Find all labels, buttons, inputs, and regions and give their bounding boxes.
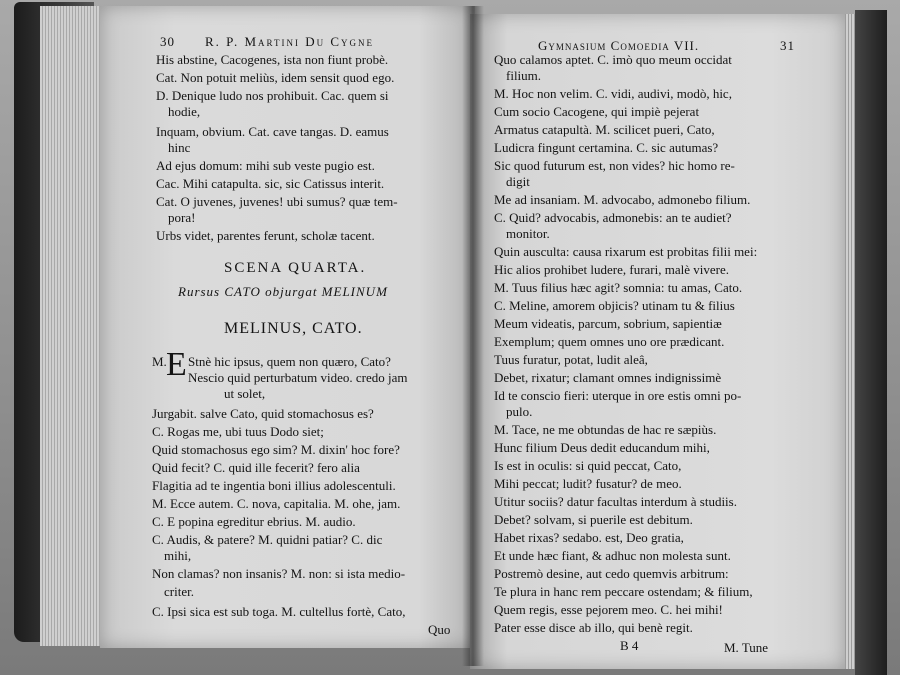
text-line: D. Denique ludo nos prohibuit. Cac. quem si <box>156 88 389 103</box>
left-running-head: R. P. Martini Du Cygne <box>205 34 375 49</box>
page-signature: B 4 <box>620 638 639 653</box>
text-line: digit <box>506 174 530 189</box>
dropcap-letter: E <box>166 346 187 383</box>
text-line: C. Quid? advocabis, admonebis: an te audiet? <box>494 210 732 225</box>
text-line: criter. <box>164 584 194 599</box>
right-page <box>470 14 845 669</box>
right-running-head: Gymnasium Comoedia VII. <box>538 38 700 53</box>
text-line: Cac. Mihi catapulta. sic, sic Catissus interit. <box>156 176 385 191</box>
text-line: hodie, <box>168 104 201 119</box>
text-line: Cat. O juvenes, juvenes! ubi sumus? quæ tem- <box>156 194 398 209</box>
text-line: Debet, rixatur; clamant omnes indignissimè <box>494 370 722 385</box>
text-line: Hic alios prohibet ludere, furari, malè vivere. <box>494 262 729 277</box>
text-line: Me ad insaniam. M. advocabo, admonebo filium. <box>494 192 751 207</box>
scene-title: SCENA QUARTA. <box>224 260 367 276</box>
book-gutter-shadow <box>462 6 484 666</box>
left-catchword: Quo <box>428 622 451 637</box>
dropcap-speaker: M. <box>152 354 167 369</box>
text-line: Quo calamos aptet. C. imò quo meum occidat <box>494 52 732 67</box>
text-line: Exemplum; quem omnes uno ore prædicant. <box>494 334 725 349</box>
text-line: hinc <box>168 140 191 155</box>
text-line: Non clamas? non insanis? M. non: si ista medio- <box>152 566 406 581</box>
right-page-number: 31 <box>780 38 795 53</box>
text-line: C. Ipsi sica est sub toga. M. cultellus fortè, Cato, <box>152 604 406 619</box>
text-line: Hunc filium Deus dedit educandum mihi, <box>494 440 710 455</box>
text-line: pulo. <box>506 404 533 419</box>
text-line: Utitur sociis? datur facultas interdum à studiis. <box>494 494 737 509</box>
text-line: Te plura in hanc rem peccare ostendam; & filium, <box>494 584 753 599</box>
text-line: C. E popina egreditur ebrius. M. audio. <box>152 514 356 529</box>
text-line: Debet? solvam, si puerile est debitum. <box>494 512 693 527</box>
text-line: Meum videatis, parcum, sobrium, sapientiæ <box>494 316 722 331</box>
text-line: Postremò desine, aut cedo quemvis arbitrum: <box>494 566 729 581</box>
text-line: Flagitia ad te ingentia boni illius adolescentuli. <box>152 478 396 493</box>
text-line: Stnè hic ipsus, quem non quæro, Cato? <box>188 354 391 369</box>
text-line: Cum socio Cacogene, qui impiè pejerat <box>494 104 700 119</box>
left-page <box>100 6 475 648</box>
text-line: C. Rogas me, ubi tuus Dodo siet; <box>152 424 324 439</box>
text-line: C. Meline, amorem objicis? utinam tu & filius <box>494 298 735 313</box>
text-line: mihi, <box>164 548 192 563</box>
text-line: pora! <box>168 210 196 225</box>
text-line: Quin ausculta: causa rixarum est probitas filii mei: <box>494 244 758 259</box>
right-catchword: M. Tune <box>724 640 769 655</box>
text-line: Et unde hæc fiant, & adhuc non molesta sunt. <box>494 548 731 563</box>
text-line: Mihi peccat; ludit? fusatur? de meo. <box>494 476 682 491</box>
text-line: Urbs videt, parentes ferunt, scholæ tacent. <box>156 228 375 243</box>
text-line: M. Tuus filius hæc agit? somnia: tu amas, Cato. <box>494 280 743 295</box>
text-line: Cat. Non potuit meliùs, idem sensit quod ego. <box>156 70 395 85</box>
text-line: monitor. <box>506 226 550 241</box>
text-line: M. Ecce autem. C. nova, capitalia. M. ohe, jam. <box>152 496 401 511</box>
text-line: Quid stomachosus ego sim? M. dixin' hoc fore? <box>152 442 400 457</box>
text-line: C. Audis, & patere? M. quidni patiar? C. dic <box>152 532 383 547</box>
text-line: Jurgabit. salve Cato, quid stomachosus es? <box>152 406 374 421</box>
text-line: Quid fecit? C. quid ille fecerit? fero alia <box>152 460 360 475</box>
scene-characters: MELINUS, CATO. <box>224 320 363 337</box>
right-book-cover <box>855 10 887 675</box>
text-line: Sic quod futurum est, non vides? hic homo re- <box>494 158 735 173</box>
scene-subtitle: Rursus CATO objurgat MELINUM <box>178 284 388 299</box>
text-line: Nescio quid perturbatum video. credo jam <box>188 370 408 385</box>
text-line: Habet rixas? sedabo. est, Deo gratia, <box>494 530 684 545</box>
text-line: M. Hoc non velim. C. vidi, audivi, modò, hic, <box>494 86 732 101</box>
text-line: Pater esse disce ab illo, qui benè regit. <box>494 620 693 635</box>
text-line: M. Tace, ne me obtundas de hac re sæpiùs. <box>494 422 717 437</box>
text-line: Quem regis, esse pejorem meo. C. hei mihi! <box>494 602 723 617</box>
text-line: His abstine, Cacogenes, ista non fiunt probè. <box>156 52 389 67</box>
text-line: Id te conscio fieri: uterque in ore estis omni po- <box>494 388 742 403</box>
text-line: Is est in oculis: si quid peccat, Cato, <box>494 458 682 473</box>
text-line: Armatus catapultà. M. scilicet pueri, Cato, <box>494 122 715 137</box>
text-line: Ad ejus domum: mihi sub veste pugio est. <box>156 158 375 173</box>
text-line: Ludicra fingunt certamina. C. sic autumas? <box>494 140 719 155</box>
left-page-number: 30 <box>160 34 175 49</box>
text-line: ut solet, <box>224 386 266 401</box>
text-line: Inquam, obvium. Cat. cave tangas. D. eamus <box>156 124 389 139</box>
text-line: filium. <box>506 68 542 83</box>
text-line: Tuus furatur, potat, ludit aleâ, <box>494 352 648 367</box>
